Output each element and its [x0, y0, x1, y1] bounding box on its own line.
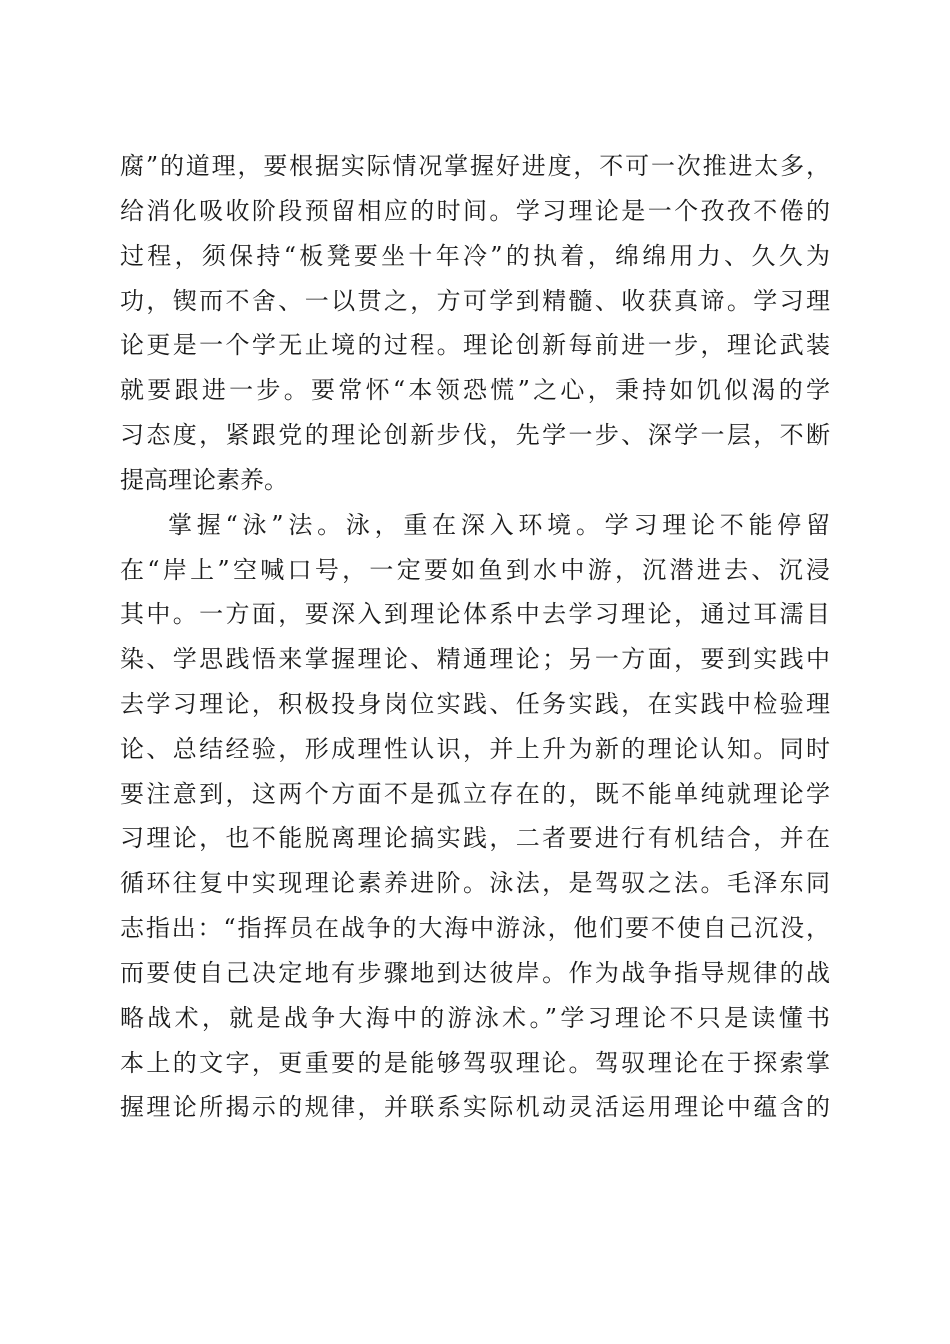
- paragraph-2-line-5: 去学习理论，积极投身岗位实践、任务实践，在实践中检验理: [120, 690, 830, 718]
- paragraph-2-line-14: 握理论所揭示的规律，并联系实际机动灵活运用理论中蕴含的: [120, 1093, 830, 1121]
- paragraph-1-line-5: 论更是一个学无止境的过程。理论创新每前进一步，理论武装: [120, 331, 830, 359]
- paragraph-2-line-1: 掌握“泳”法。泳，重在深入环境。学习理论不能停留: [168, 511, 830, 539]
- paragraph-2-line-6: 论、总结经验，形成理性认识，并上升为新的理论认知。同时: [120, 735, 830, 763]
- paragraph-1-line-3: 过程，须保持“板凳要坐十年冷”的执着，绵绵用力、久久为: [120, 242, 830, 270]
- paragraph-2-line-12: 略战术，就是战争大海中的游泳术。”学习理论不只是读懂书: [120, 1004, 830, 1032]
- paragraph-1-line-4: 功，锲而不舍、一以贯之，方可学到精髓、收获真谛。学习理: [120, 287, 830, 315]
- paragraph-1-line-1: 腐”的道理，要根据实际情况掌握好进度，不可一次推进太多，: [120, 152, 830, 180]
- paragraph-2-line-3: 其中。一方面，要深入到理论体系中去学习理论，通过耳濡目: [120, 600, 830, 628]
- paragraph-1-line-7: 习态度，紧跟党的理论创新步伐，先学一步、深学一层，不断: [120, 421, 830, 449]
- paragraph-2-line-9: 循环往复中实现理论素养进阶。泳法，是驾驭之法。毛泽东同: [120, 869, 830, 897]
- paragraph-2-line-10: 志指出：“指挥员在战争的大海中游泳，他们要不使自己沉没，: [120, 914, 830, 942]
- paragraph-1-line-8: 提高理论素养。: [120, 466, 288, 494]
- paragraph-2-line-8: 习理论，也不能脱离理论搞实践，二者要进行有机结合，并在: [120, 824, 830, 852]
- paragraph-2-line-7: 要注意到，这两个方面不是孤立存在的，既不能单纯就理论学: [120, 780, 830, 808]
- paragraph-2-line-11: 而要使自己决定地有步骤地到达彼岸。作为战争指导规律的战: [120, 959, 830, 987]
- paragraph-2-line-2: 在“岸上”空喊口号，一定要如鱼到水中游，沉潜进去、沉浸: [120, 556, 830, 584]
- paragraph-1-line-6: 就要跟进一步。要常怀“本领恐慌”之心，秉持如饥似渴的学: [120, 376, 830, 404]
- paragraph-1-line-2: 给消化吸收阶段预留相应的时间。学习理论是一个孜孜不倦的: [120, 197, 830, 225]
- paragraph-2-line-4: 染、学思践悟来掌握理论、精通理论；另一方面，要到实践中: [120, 645, 830, 673]
- paragraph-2-line-13: 本上的文字，更重要的是能够驾驭理论。驾驭理论在于探索掌: [120, 1049, 830, 1077]
